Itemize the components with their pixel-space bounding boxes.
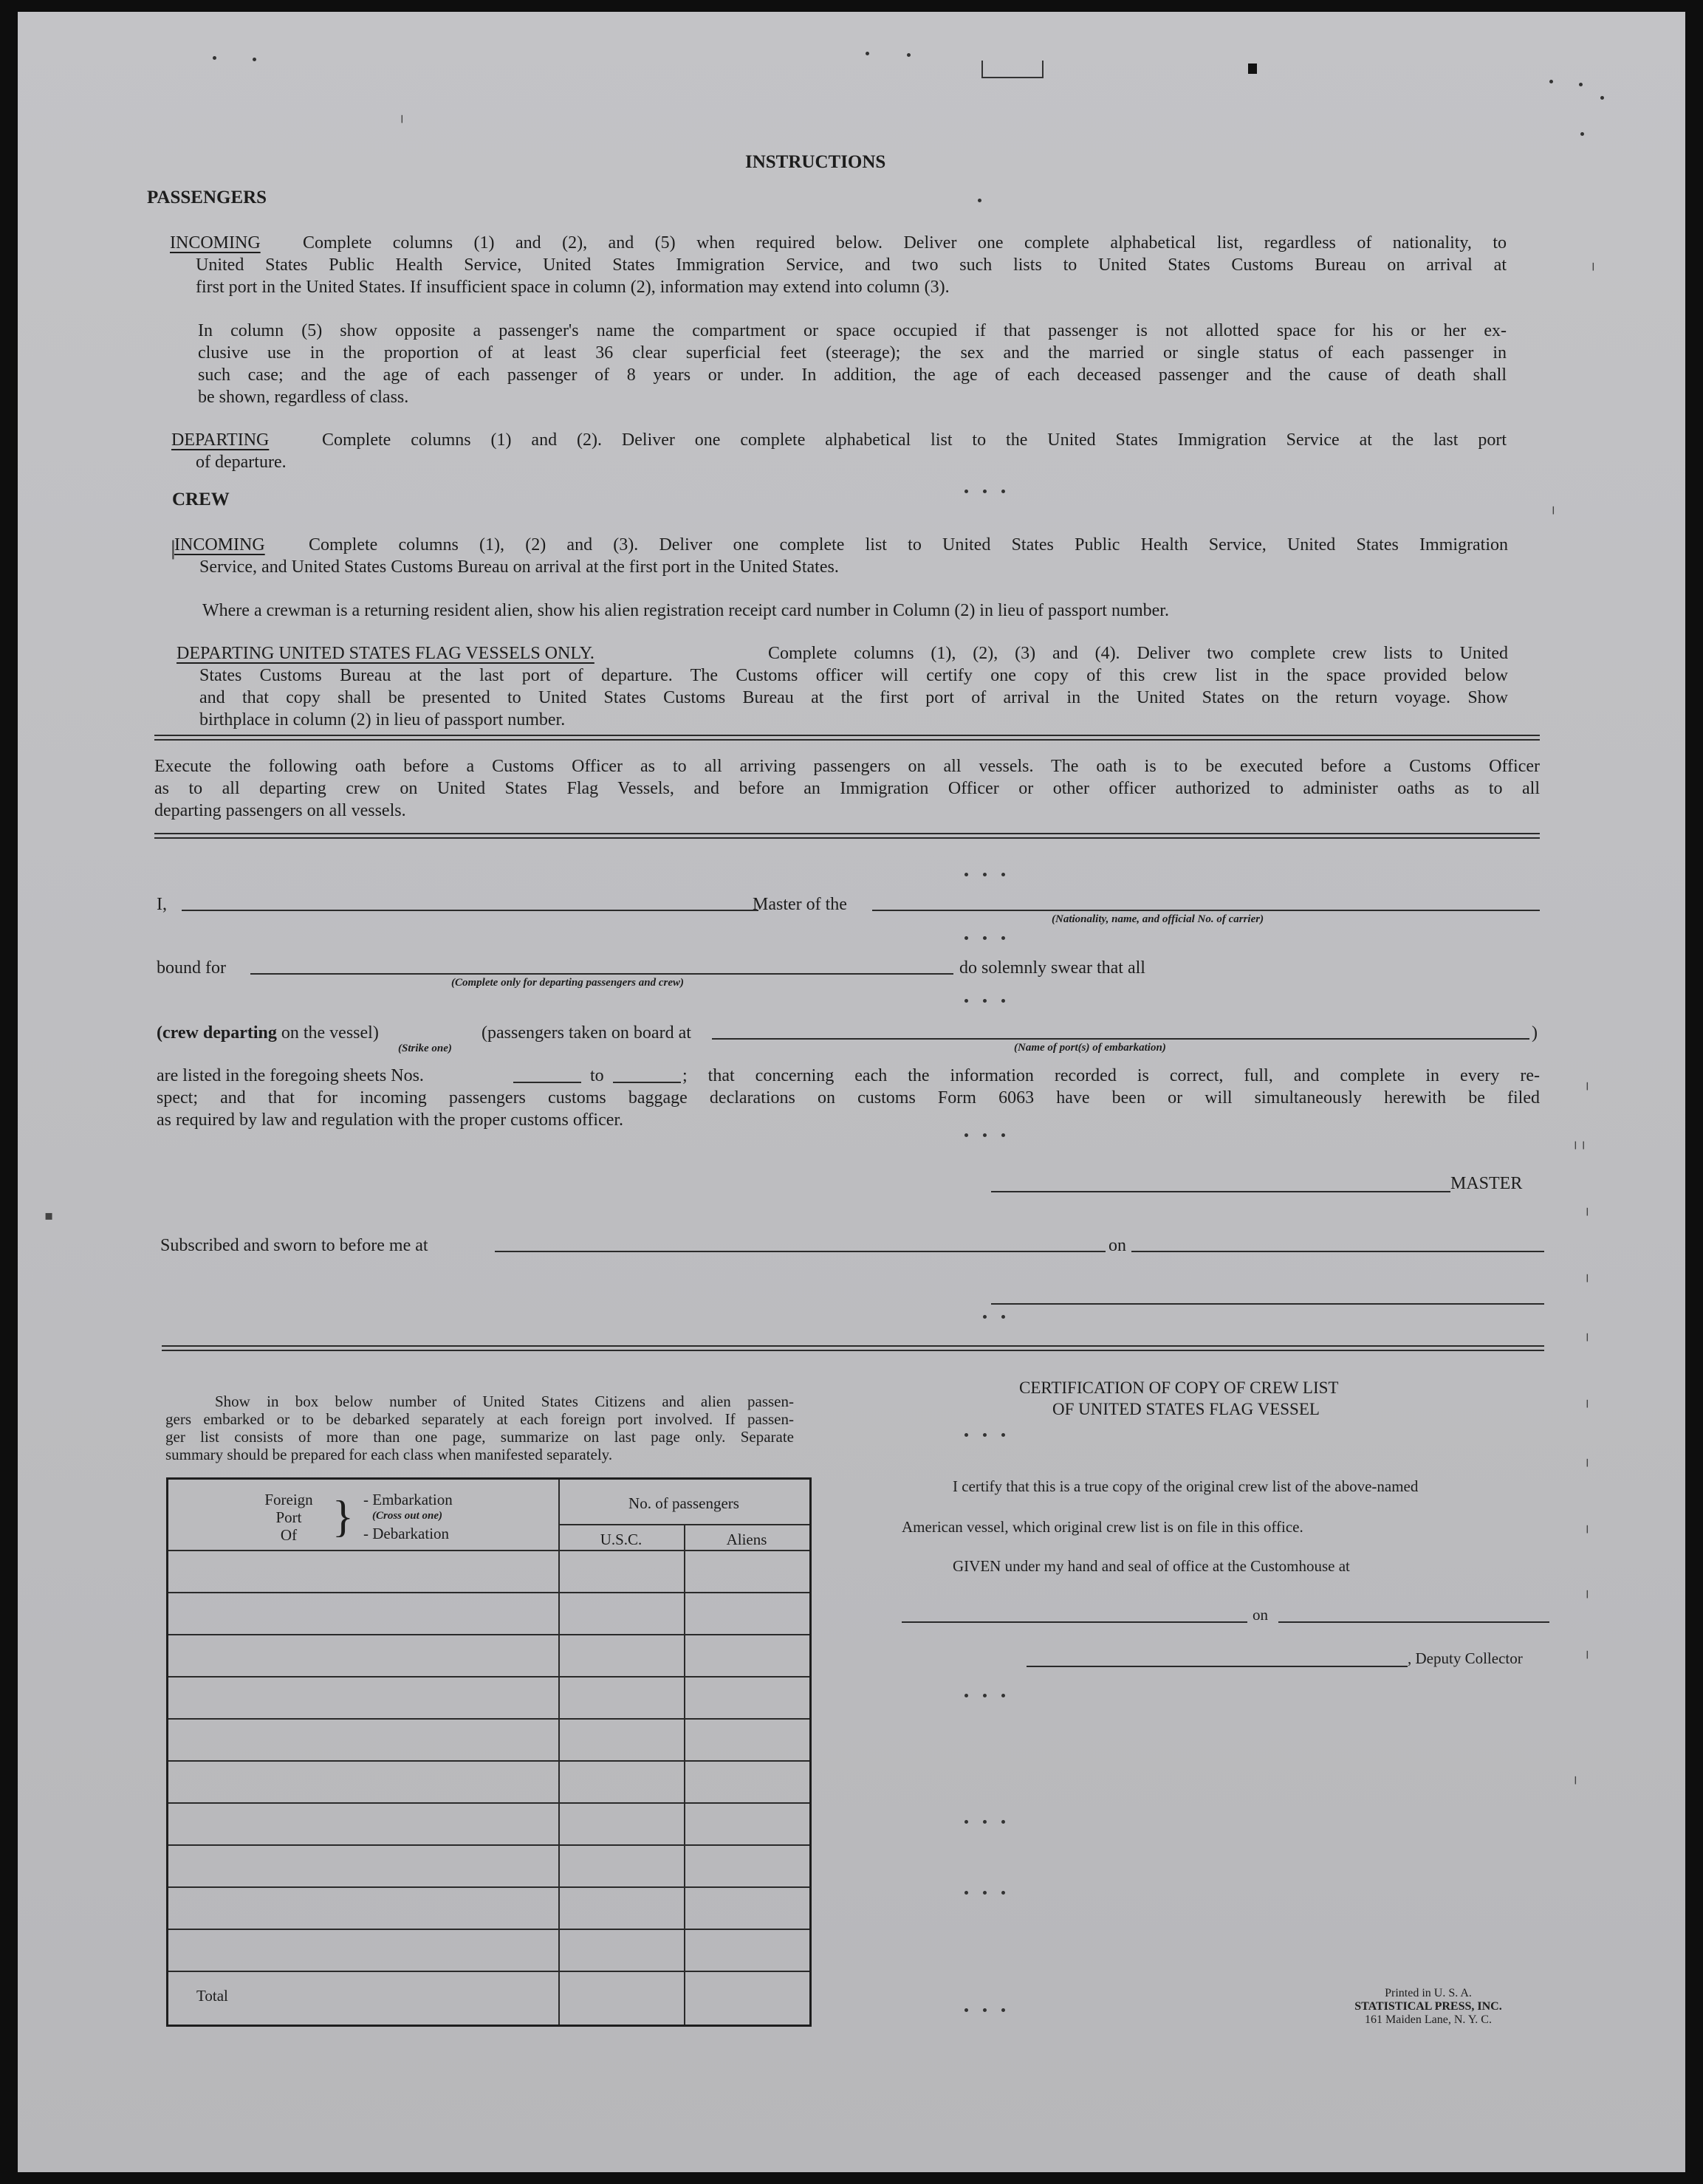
debarkation-label: - Debarkation xyxy=(363,1525,450,1542)
punch-mark xyxy=(1001,999,1005,1003)
table-row[interactable] xyxy=(168,1971,809,1972)
header-divider xyxy=(558,1524,809,1525)
crew-incoming-line-1: Complete columns (1), (2) and (3). Deliver one complete list to United States Public Health Service, United States Immigration xyxy=(309,535,1508,554)
close-paren: ) xyxy=(1532,1023,1538,1043)
aliens-header: Aliens xyxy=(726,1531,767,1548)
officer-signature-field[interactable] xyxy=(991,1303,1544,1305)
sworn-place-field[interactable] xyxy=(495,1251,1106,1252)
tick-mark: ╷ xyxy=(1572,1769,1580,1785)
foreign-port-of-header: Foreign Port Of xyxy=(264,1491,313,1544)
passengers-incoming-line-3: first port in the United States. If insufficient space in column (2), information may extend into column (3). xyxy=(196,278,950,297)
ports-field[interactable] xyxy=(712,1038,1529,1040)
punch-mark xyxy=(983,1133,987,1137)
instructions-title: INSTRUCTIONS xyxy=(745,152,886,172)
divider-double xyxy=(162,1345,1544,1351)
tick-mark: ▪ xyxy=(44,1208,54,1223)
tick-mark: ╷╷ xyxy=(1572,1134,1588,1150)
punch-mark xyxy=(213,56,216,60)
punch-mark xyxy=(1579,83,1583,86)
oath-instruction-line-1: Execute the following oath before a Customs Officer as to all arriving passengers on all vessels. The oath is to be executed before a Customs Officer xyxy=(154,757,1540,776)
customhouse-field[interactable] xyxy=(902,1621,1247,1623)
punch-mark xyxy=(1600,96,1604,100)
deputy-collector-label: , Deputy Collector xyxy=(1408,1649,1523,1667)
embarkation-label: - Embarkation xyxy=(363,1491,453,1508)
master-label: MASTER xyxy=(1450,1174,1523,1193)
carrier-field[interactable] xyxy=(872,910,1540,911)
certification-title-line-2: OF UNITED STATES FLAG VESSEL xyxy=(1052,1400,1320,1418)
listed-prefix: are listed in the foregoing sheets Nos. xyxy=(157,1066,424,1085)
punch-mark xyxy=(983,1694,987,1697)
departing-us-line-1: Complete columns (1), (2), (3) and (4). Deliver two complete crew lists to United xyxy=(768,644,1508,663)
crew-incoming-label: INCOMING xyxy=(174,535,265,554)
tick-mark: ╷ xyxy=(1583,1452,1591,1467)
punch-mark xyxy=(1001,1694,1005,1697)
tick-mark: ╷ xyxy=(1583,1267,1591,1282)
sheets-to-field[interactable] xyxy=(613,1082,681,1083)
oath-instruction-line-3: departing passengers on all vessels. xyxy=(154,801,406,820)
nationality-note: (Nationality, name, and official No. of carrier) xyxy=(1052,913,1264,925)
punch-mark xyxy=(964,490,968,493)
punch-mark xyxy=(964,1433,968,1437)
subscribed-label: Subscribed and sworn to before me at xyxy=(160,1236,428,1255)
passengers-incoming-line-1: Complete columns (1) and (2), and (5) when required below. Deliver one complete alphabetical list, regardless of nationality, to xyxy=(303,233,1507,253)
cert-on-label: on xyxy=(1253,1606,1268,1624)
passengers-heading: PASSENGERS xyxy=(147,188,267,207)
header-bottom xyxy=(168,1550,809,1551)
punch-mark xyxy=(983,1315,987,1319)
column5-line-4: be shown, regardless of class. xyxy=(198,388,409,407)
table-row[interactable] xyxy=(168,1718,809,1720)
bound-for-field[interactable] xyxy=(250,973,953,975)
punch-mark xyxy=(978,199,981,202)
form-sheet xyxy=(18,12,1685,2172)
punch-mark xyxy=(1001,1315,1005,1319)
bound-for-label: bound for xyxy=(157,958,226,978)
punch-mark xyxy=(1001,1891,1005,1895)
passengers-incoming-line-2: United States Public Health Service, United States Immigration Service, and two such lists to United States Customs Bureau on arrival at xyxy=(196,255,1507,275)
punch-mark xyxy=(253,58,256,61)
given-line: GIVEN under my hand and seal of office at the Customhouse at xyxy=(953,1557,1350,1575)
oath-i-label: I, xyxy=(157,895,167,914)
brace-icon: } xyxy=(332,1492,354,1541)
table-row[interactable] xyxy=(168,1886,809,1888)
punch-mark xyxy=(964,936,968,940)
tick-mark: ╷ xyxy=(1589,255,1597,271)
master-signature-field[interactable] xyxy=(991,1191,1450,1192)
table-row[interactable] xyxy=(168,1676,809,1678)
printer-imprint: Printed in U. S. A. STATISTICAL PRESS, INC. 161 Maiden Lane, N. Y. C. xyxy=(1354,1987,1502,2026)
master-name-field[interactable] xyxy=(182,910,758,911)
no-of-passengers-header: No. of passengers xyxy=(628,1494,739,1512)
master-of-the-label: Master of the xyxy=(753,895,847,914)
passengers-departing-line-2: of departure. xyxy=(196,453,287,472)
departing-us-label: DEPARTING UNITED STATES FLAG VESSELS ONLY. xyxy=(177,644,594,663)
column-divider xyxy=(684,1524,685,2025)
column-divider xyxy=(558,1480,560,2025)
column5-line-1: In column (5) show opposite a passenger's name the compartment or space occupied if that passenger is not allotted space for his or her ex- xyxy=(198,321,1507,340)
punch-mark xyxy=(964,999,968,1003)
usc-header: U.S.C. xyxy=(600,1531,643,1548)
tick-mark: ╷ xyxy=(1583,1583,1591,1598)
passenger-summary-table xyxy=(166,1477,812,2027)
passengers-departing-line-1: Complete columns (1) and (2). Deliver one complete alphabetical list to the United States Immigration Service at the last port xyxy=(322,430,1507,450)
punch-mark xyxy=(1001,873,1005,876)
punch-mark xyxy=(1001,2008,1005,2012)
strike-note: (Strike one) xyxy=(398,1043,452,1054)
table-row[interactable] xyxy=(168,1844,809,1846)
to-label: to xyxy=(590,1066,604,1085)
punch-mark xyxy=(983,873,987,876)
tick-mark: ╷ xyxy=(398,108,406,123)
column5-line-3: such case; and the age of each passenger of 8 years or under. In addition, the age of each deceased passenger and the cause of death shall xyxy=(198,365,1507,385)
punch-mark xyxy=(1248,63,1257,74)
punch-mark xyxy=(1001,936,1005,940)
punch-mark xyxy=(1580,132,1584,136)
passengers-departing-label: DEPARTING xyxy=(171,430,270,450)
table-row[interactable] xyxy=(168,1929,809,1930)
solemnly-swear-label: do solemnly swear that all xyxy=(959,958,1145,978)
departing-us-line-4: birthplace in column (2) in lieu of passport number. xyxy=(199,710,566,729)
summary-line-1: Show in box below number of United States Citizens and alien passen- xyxy=(215,1393,794,1410)
punch-mark xyxy=(983,2008,987,2012)
punch-mark xyxy=(983,490,987,493)
punch-mark xyxy=(1001,1133,1005,1137)
tick-mark: ╷ xyxy=(1549,499,1558,515)
passengers-taken-label: (passengers taken on board at xyxy=(482,1023,691,1043)
certify-line: I certify that this is a true copy of the original crew list of the above-named xyxy=(953,1477,1419,1495)
punch-mark xyxy=(983,1891,987,1895)
column5-line-2: clusive use in the proportion of at least 36 clear superficial feet (steerage); the sex and the married or single status of each passenger in xyxy=(198,343,1507,363)
punch-mark xyxy=(1001,1433,1005,1437)
american-line: American vessel, which original crew list is on file in this office. xyxy=(902,1518,1303,1536)
sheets-from-field[interactable] xyxy=(513,1082,581,1083)
tick-mark: ╷ xyxy=(1583,1201,1591,1216)
respect-line-2: as required by law and regulation with the proper customs officer. xyxy=(157,1110,624,1130)
tick-mark: ╷ xyxy=(1583,1518,1591,1534)
cross-out-note: (Cross out one) xyxy=(372,1510,443,1522)
crew-incoming-line-2: Service, and United States Customs Bureau on arrival at the first port in the United States. xyxy=(199,557,839,577)
punch-mark xyxy=(983,936,987,940)
sworn-date-field[interactable] xyxy=(1131,1251,1544,1252)
deputy-signature-field[interactable] xyxy=(1027,1666,1408,1667)
punch-mark xyxy=(1549,80,1553,83)
summary-line-4: summary should be prepared for each class when manifested separately. xyxy=(165,1446,613,1463)
punch-mark xyxy=(1001,1820,1005,1824)
punch-mark xyxy=(866,52,869,55)
cert-date-field[interactable] xyxy=(1278,1621,1549,1623)
departing-us-line-3: and that copy shall be presented to United States Customs Bureau at the first port of arrival in the United States on the return voyage. Show xyxy=(199,688,1508,707)
certification-title-line-1: CERTIFICATION OF COPY OF CREW LIST xyxy=(1019,1378,1339,1397)
on-label: on xyxy=(1109,1236,1126,1255)
total-label: Total xyxy=(196,1987,228,2005)
table-row[interactable] xyxy=(168,1592,809,1593)
stamp-mark xyxy=(981,61,1044,78)
summary-line-2: gers embarked or to be debarked separately at each foreign port involved. If passen- xyxy=(165,1410,794,1428)
punch-mark xyxy=(964,1133,968,1137)
tick-mark: ╷ xyxy=(1583,1644,1591,1659)
table-row[interactable] xyxy=(168,1802,809,1804)
punch-mark xyxy=(964,1694,968,1697)
punch-mark xyxy=(983,1433,987,1437)
summary-line-3: ger list consists of more than one page, summarize on last page only. Separate xyxy=(165,1428,794,1446)
punch-mark xyxy=(964,1820,968,1824)
punch-mark xyxy=(964,873,968,876)
crewman-line: Where a crewman is a returning resident alien, show his alien registration receipt card number in Column (2) in lieu of passport number. xyxy=(202,601,1169,620)
departing-us-line-2: States Customs Bureau at the last port of departure. The Customs officer will certify one copy of this crew list in the space provided below xyxy=(199,666,1508,685)
divider-double xyxy=(154,833,1540,839)
punch-mark xyxy=(983,1820,987,1824)
tick-mark: ╷ xyxy=(1583,1075,1591,1091)
divider-double xyxy=(154,735,1540,741)
table-row[interactable] xyxy=(168,1760,809,1762)
passengers-incoming-label: INCOMING xyxy=(170,233,261,253)
crew-departing-label: (crew departing xyxy=(157,1023,277,1043)
punch-mark xyxy=(964,1891,968,1895)
ports-note: (Name of port(s) of embarkation) xyxy=(1014,1042,1166,1054)
punch-mark xyxy=(1001,490,1005,493)
punch-mark xyxy=(964,2008,968,2012)
respect-line-1: spect; and that for incoming passengers customs baggage declarations on customs Form 6063 have been or will simultaneously herewith be filed xyxy=(157,1088,1540,1108)
listed-suffix: ; that concerning each the information recorded is correct, full, and complete in every re- xyxy=(682,1066,1540,1085)
tick-mark: ╷ xyxy=(1583,1326,1591,1342)
bound-note: (Complete only for departing passengers and crew) xyxy=(451,977,684,989)
punch-mark xyxy=(983,999,987,1003)
oath-instruction-line-2: as to all departing crew on United States Flag Vessels, and before an Immigration Officer or other officer authorized to administer oaths as to all xyxy=(154,779,1540,798)
on-the-vessel-label: on the vessel) xyxy=(281,1023,379,1043)
crew-heading: CREW xyxy=(172,490,230,509)
tick-mark: ╷ xyxy=(1583,1393,1591,1408)
punch-mark xyxy=(907,53,911,57)
table-row[interactable] xyxy=(168,1634,809,1635)
tick-mark: | xyxy=(170,538,177,560)
